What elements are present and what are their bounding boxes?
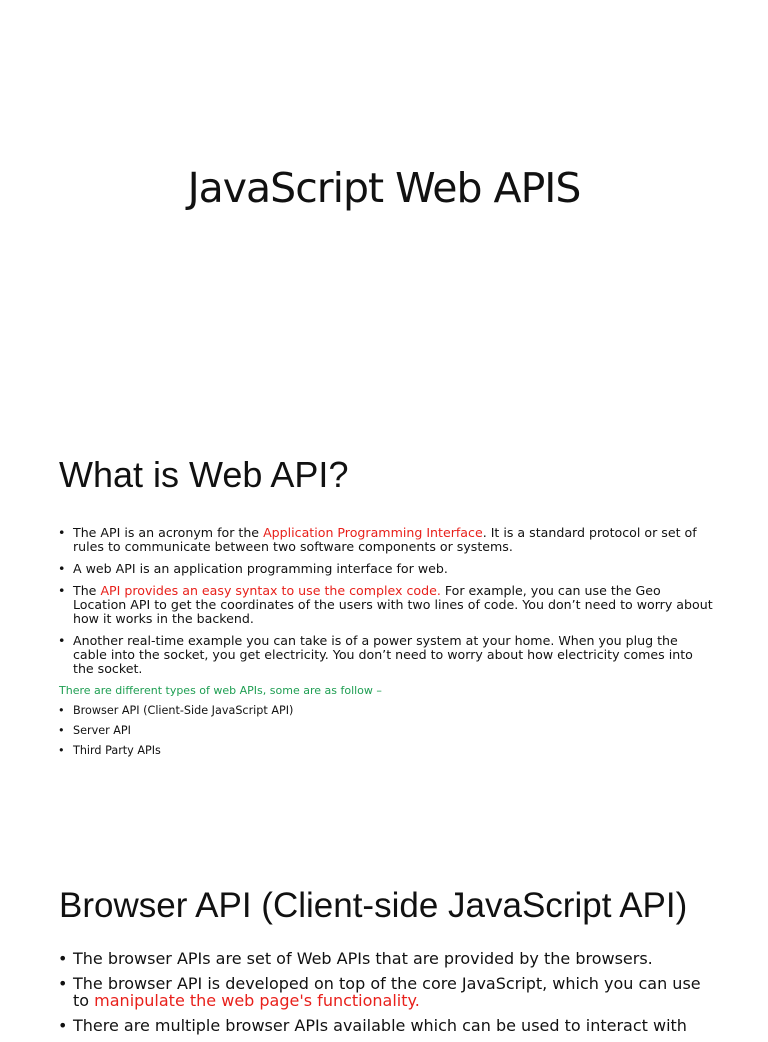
api-type-label: Third Party APIs xyxy=(73,744,161,757)
api-type-item xyxy=(58,744,293,758)
api-type-label: Browser API (Client-Side JavaScript API) xyxy=(73,704,294,717)
bullet-text: For example, you can use the Geo Location API to get the coordinates of the users with two lines of code. You don’t need to worry about how it works in the backend. xyxy=(73,582,713,627)
bullet-marker: • xyxy=(58,633,66,648)
bullet-point xyxy=(58,584,714,627)
bullet-marker: • xyxy=(58,974,68,993)
presentation-title: JavaScript Web APIS xyxy=(187,164,581,212)
slide-heading: Browser API (Client-side JavaScript API) xyxy=(59,886,688,925)
bullet-text: . It is a standard protocol or set of rules to communicate between two software components or systems. xyxy=(73,525,697,555)
bullet-text: The browser API is developed on top of the core JavaScript, which you can use to xyxy=(73,974,701,1010)
highlighted-text: API provides an easy syntax to use the complex code. xyxy=(100,582,441,598)
bullet-marker: • xyxy=(58,1016,68,1035)
bullet-text: The API is an acronym for the xyxy=(73,525,264,540)
bullet-marker: • xyxy=(58,704,65,717)
bullet-point xyxy=(58,526,714,554)
bullet-point xyxy=(58,562,714,576)
bullet-point xyxy=(58,1017,718,1034)
bullet-marker: • xyxy=(58,525,66,540)
bullet-marker: • xyxy=(58,744,65,757)
slide-heading: What is Web API? xyxy=(59,454,349,495)
bullet-marker: • xyxy=(58,561,66,576)
bullet-text: A web API is an application programming interface for web. xyxy=(73,561,448,576)
bullet-text: The xyxy=(73,582,101,598)
bullet-marker: • xyxy=(58,724,65,737)
bullet-text: Another real-time example you can take is of a power system at your home. When you plug the cable into the socket, you get electricity. You don’t need to worry about how electricity comes into the socket. xyxy=(73,633,693,677)
bullet-point xyxy=(58,975,718,1009)
api-type-item xyxy=(58,724,293,738)
highlighted-text: manipulate the web page's functionality. xyxy=(94,991,420,1010)
what-is-web-api-slide xyxy=(0,432,768,864)
bullet-text: There are multiple browser APIs available which can be used to interact with xyxy=(73,1016,687,1035)
api-type-label: Server API xyxy=(73,724,131,737)
api-types-intro: There are different types of web APIs, some are as follow – xyxy=(59,684,382,697)
api-type-item xyxy=(58,704,293,718)
bullet-point xyxy=(58,950,718,967)
bullet-marker: • xyxy=(58,582,66,598)
title-slide xyxy=(0,0,768,432)
bullet-text: The browser APIs are set of Web APIs that are provided by the browsers. xyxy=(73,949,653,968)
definition-bullet-list xyxy=(58,526,714,684)
api-types-list xyxy=(58,704,293,764)
highlighted-text: Application Programming Interface xyxy=(263,525,483,540)
bullet-point xyxy=(58,634,714,677)
browser-api-slide xyxy=(0,864,768,1035)
browser-api-bullet-list xyxy=(58,950,718,1042)
bullet-marker: • xyxy=(58,949,68,968)
